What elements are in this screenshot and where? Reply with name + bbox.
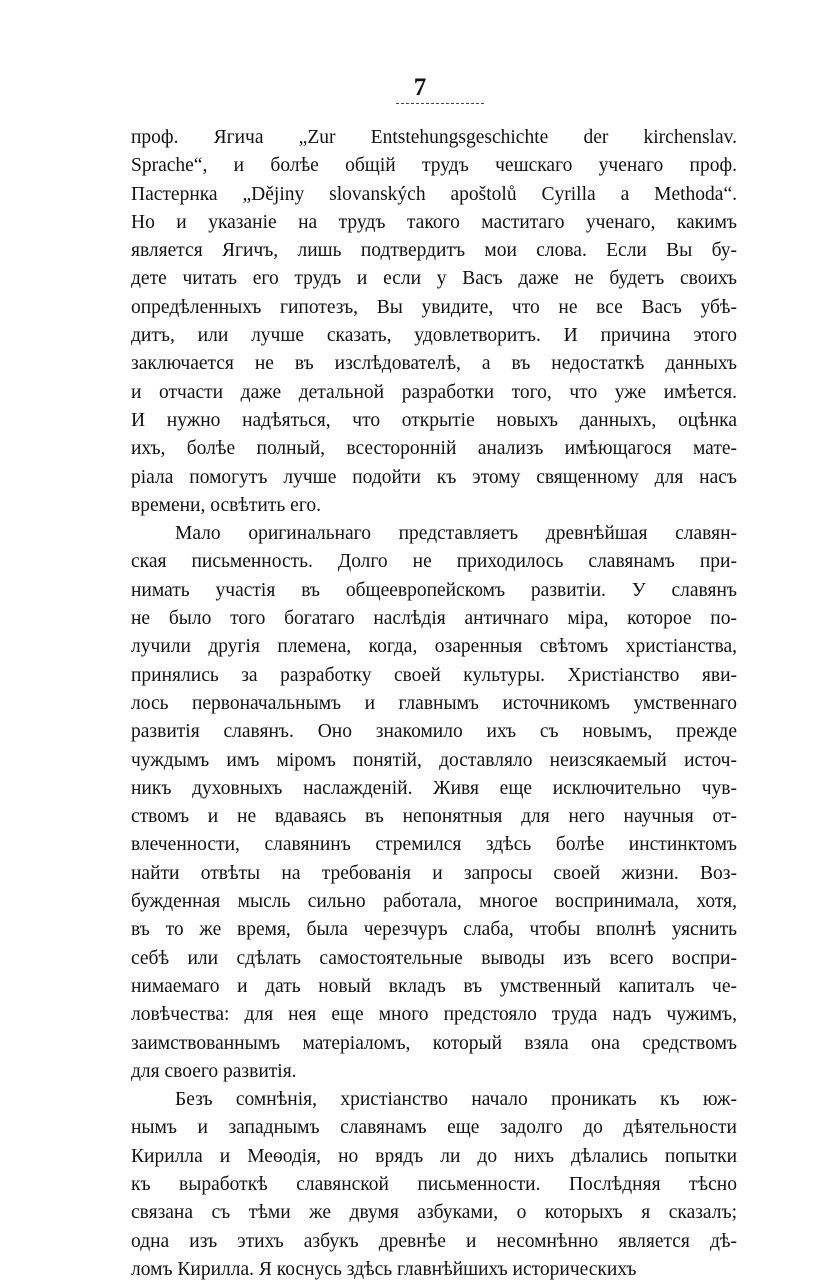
text-line: къ выработкѣ славянской письменности. Послѣдняя тѣсно — [131, 1173, 737, 1195]
text-line: для своего развитія. — [131, 1060, 297, 1082]
text-line: себѣ или сдѣлать самостоятельные выводы изъ всего воспри- — [131, 947, 737, 969]
text-line: найти отвѣты на требованія и запросы своей жизни. Воз- — [131, 862, 737, 884]
text-line: и отчасти даже детальной разработки того, что уже имѣется. — [131, 381, 737, 403]
text-line: Безъ сомнѣнія, христіанство начало проникать къ юж- — [175, 1089, 737, 1111]
text-line: заключается не въ изслѣдователѣ, а въ недостаткѣ данныхъ — [131, 353, 737, 375]
text-line: одна изъ этихъ азбукъ древнѣе и несомнѣнно является дѣ- — [131, 1230, 737, 1252]
text-line: нимаемаго и дать новый вкладъ въ умственный капиталъ че- — [131, 975, 737, 997]
text-line: ствомъ и не вдаваясь въ непонятныя для него научныя от- — [131, 806, 737, 828]
text-line: является Ягичъ, лишь подтвердитъ мои слова. Если Вы бу- — [131, 240, 737, 262]
text-line: нымъ и западнымъ славянамъ еще задолго до дѣятельности — [131, 1117, 737, 1139]
text-line: ловѣчества: для нея еще много предстояло труда надъ чужимъ, — [131, 1004, 737, 1026]
text-line: развитія славянъ. Оно знакомило ихъ съ новымъ, прежде — [131, 721, 737, 743]
text-line: Мало оригинальнаго представляетъ древнѣйшая славян- — [175, 523, 737, 545]
text-line: Пастернка „Dějiny slovanských apoštolů Cyrilla a Methoda“. — [131, 183, 737, 205]
text-line: лучили другія племена, когда, озаренныя свѣтомъ христіанства, — [131, 636, 737, 658]
text-line: дете читать его трудъ и если у Васъ даже не будетъ своихъ — [131, 268, 737, 290]
text-line: ская письменность. Долго не приходилось славянамъ при- — [131, 551, 737, 573]
text-line: въ то же время, была черезчуръ слаба, чтобы вполнѣ уяснить — [131, 919, 737, 941]
page-number: 7 — [413, 74, 427, 101]
text-line: ихъ, болѣе полный, всесторонній анализъ имѣющагося мате- — [131, 438, 737, 460]
header-rule — [396, 103, 484, 104]
text-line: влеченности, славянинъ стремился здѣсь болѣе инстинктомъ — [131, 834, 737, 856]
text-line: Кирилла и Меѳодія, но врядъ ли до нихъ дѣлались попытки — [131, 1145, 737, 1167]
text-line: И нужно надѣяться, что открытіе новыхъ данныхъ, оцѣнка — [131, 409, 737, 431]
text-line: бужденная мысль сильно работала, многое воспринимала, хотя, — [131, 891, 737, 913]
text-line: ріала помогутъ лучше подойти къ этому священному для насъ — [131, 466, 737, 488]
text-line: не было того богатаго наслѣдія античнаго міра, которое по- — [131, 608, 737, 630]
text-line: связана съ тѣми же двумя азбуками, о которыхъ я сказалъ; — [131, 1202, 737, 1224]
text-line: Но и указаніе на трудъ такого маститаго ученаго, какимъ — [131, 211, 737, 233]
text-line: чуждымъ имъ міромъ понятій, доставляло неизсякаемый источ- — [131, 749, 737, 771]
text-line: никъ духовныхъ наслажденій. Живя еще исключительно чув- — [131, 777, 737, 799]
body-text — [131, 124, 737, 1284]
text-line: ломъ Кирилла. Я коснусь здѣсь главнѣйшихъ историческихъ — [131, 1258, 637, 1280]
text-line: нимать участія въ общеевропейскомъ развитіи. У славянъ — [131, 579, 737, 601]
text-line: лось первоначальнымъ и главнымъ источникомъ умственнаго — [131, 692, 737, 714]
text-line: дитъ, или лучше сказать, удовлетворитъ. И причина этого — [131, 325, 737, 347]
text-line: проф. Ягича „Zur Entstehungsgeschichte der kirchenslav. — [131, 127, 737, 148]
text-line: опредѣленныхъ гипотезъ, Вы увидите, что не все Васъ убѣ- — [131, 296, 737, 318]
text-line: принялись за разработку своей культуры. Христіанство яви- — [131, 664, 737, 686]
text-line: времени, освѣтить его. — [131, 494, 321, 516]
text-line: Sprache“, и болѣе общій трудъ чешскаго ученаго проф. — [131, 155, 737, 177]
text-line: заимствованнымъ матеріаломъ, который взяла она средствомъ — [131, 1032, 737, 1054]
